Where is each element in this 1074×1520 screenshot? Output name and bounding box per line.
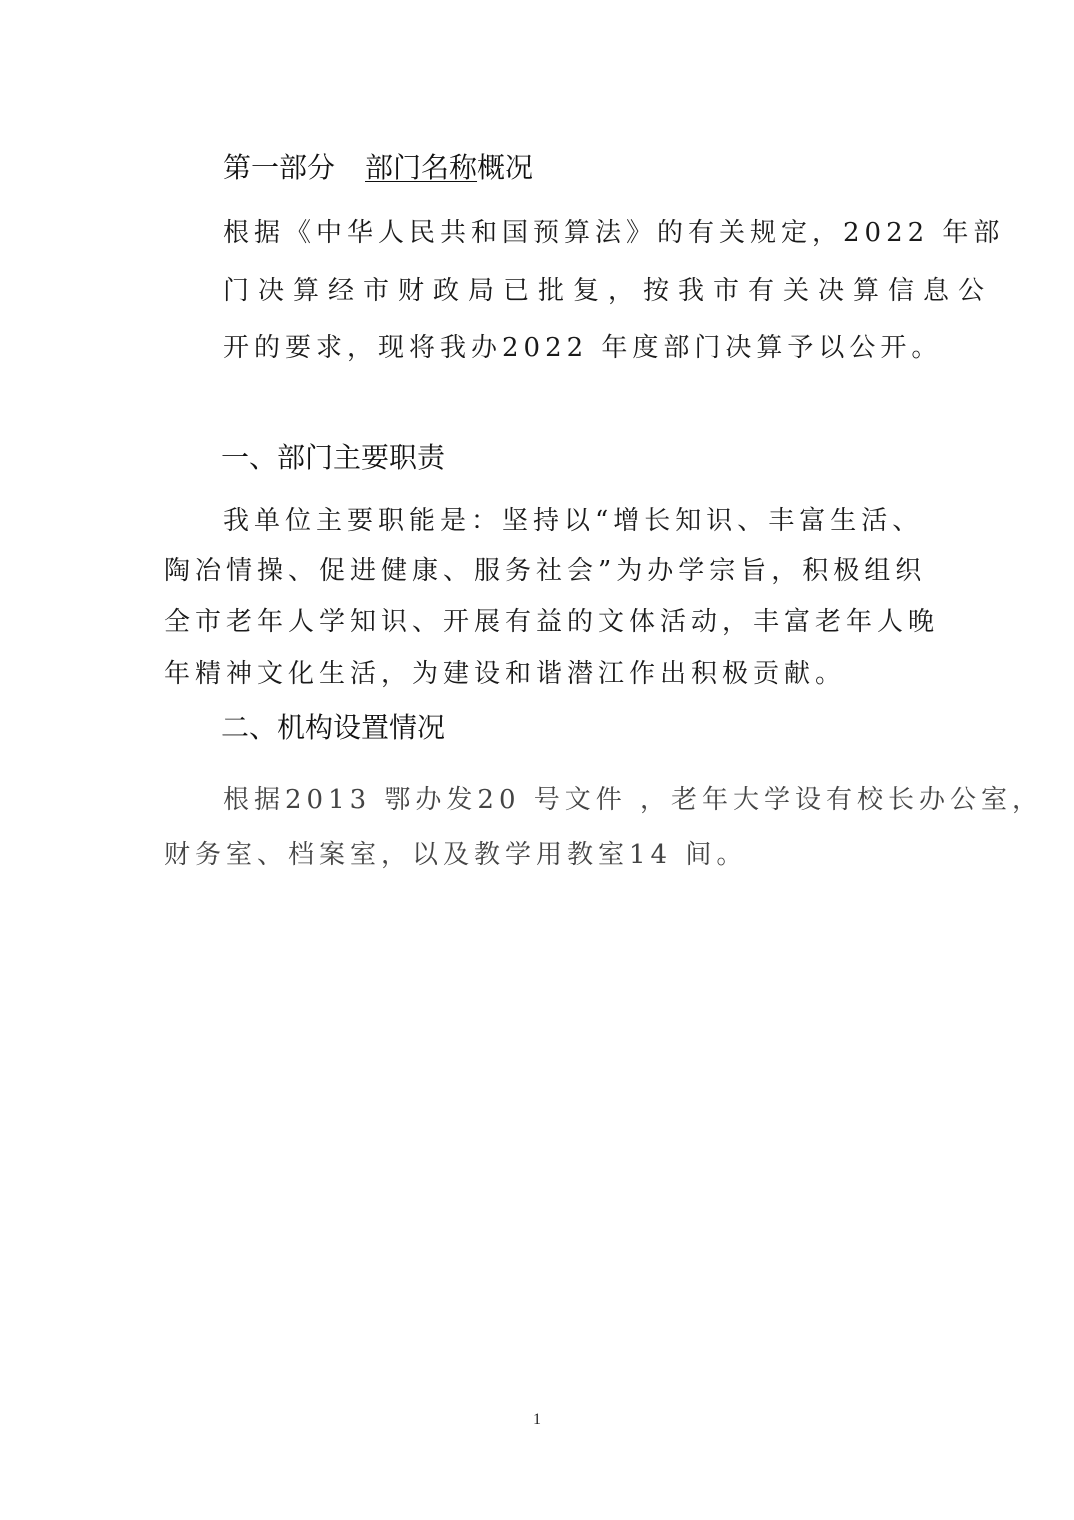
intro-line: 根据《中华人民共和国预算法》的有关规定，2022 年部 — [223, 218, 1005, 248]
section-line: 全市老年人学知识、开展有益的文体活动，丰富老年人晚 — [164, 607, 940, 637]
part-heading — [223, 152, 533, 184]
section-line: 财务室、档案室，以及教学用教室14 间。 — [164, 840, 748, 870]
part-heading-underlined: 部门名称 — [365, 151, 478, 184]
part-heading-prefix: 第一部分 — [223, 151, 336, 184]
section-title: 二、机构设置情况 — [221, 711, 446, 744]
section-line: 根据2013 鄂办发20 号文件 ，老年大学设有校长办公室， — [223, 785, 1044, 815]
intro-line: 门决算经市财政局已批复，按我市有关决算信息公 — [223, 276, 994, 306]
part-heading-suffix: 概况 — [477, 151, 534, 184]
section-line: 我单位主要职能是：坚持以“增长知识、丰富生活、 — [223, 506, 924, 536]
page-number: 1 — [533, 1411, 541, 1428]
section-title: 一、部门主要职责 — [221, 441, 446, 474]
section-line: 陶冶情操、促进健康、服务社会”为办学宗旨，积极组织 — [164, 556, 927, 586]
intro-line: 开的要求，现将我办2022 年度部门决算予以公开。 — [223, 333, 943, 363]
section-line: 年精神文化生活，为建设和谐潜江作出积极贡献。 — [164, 659, 847, 689]
